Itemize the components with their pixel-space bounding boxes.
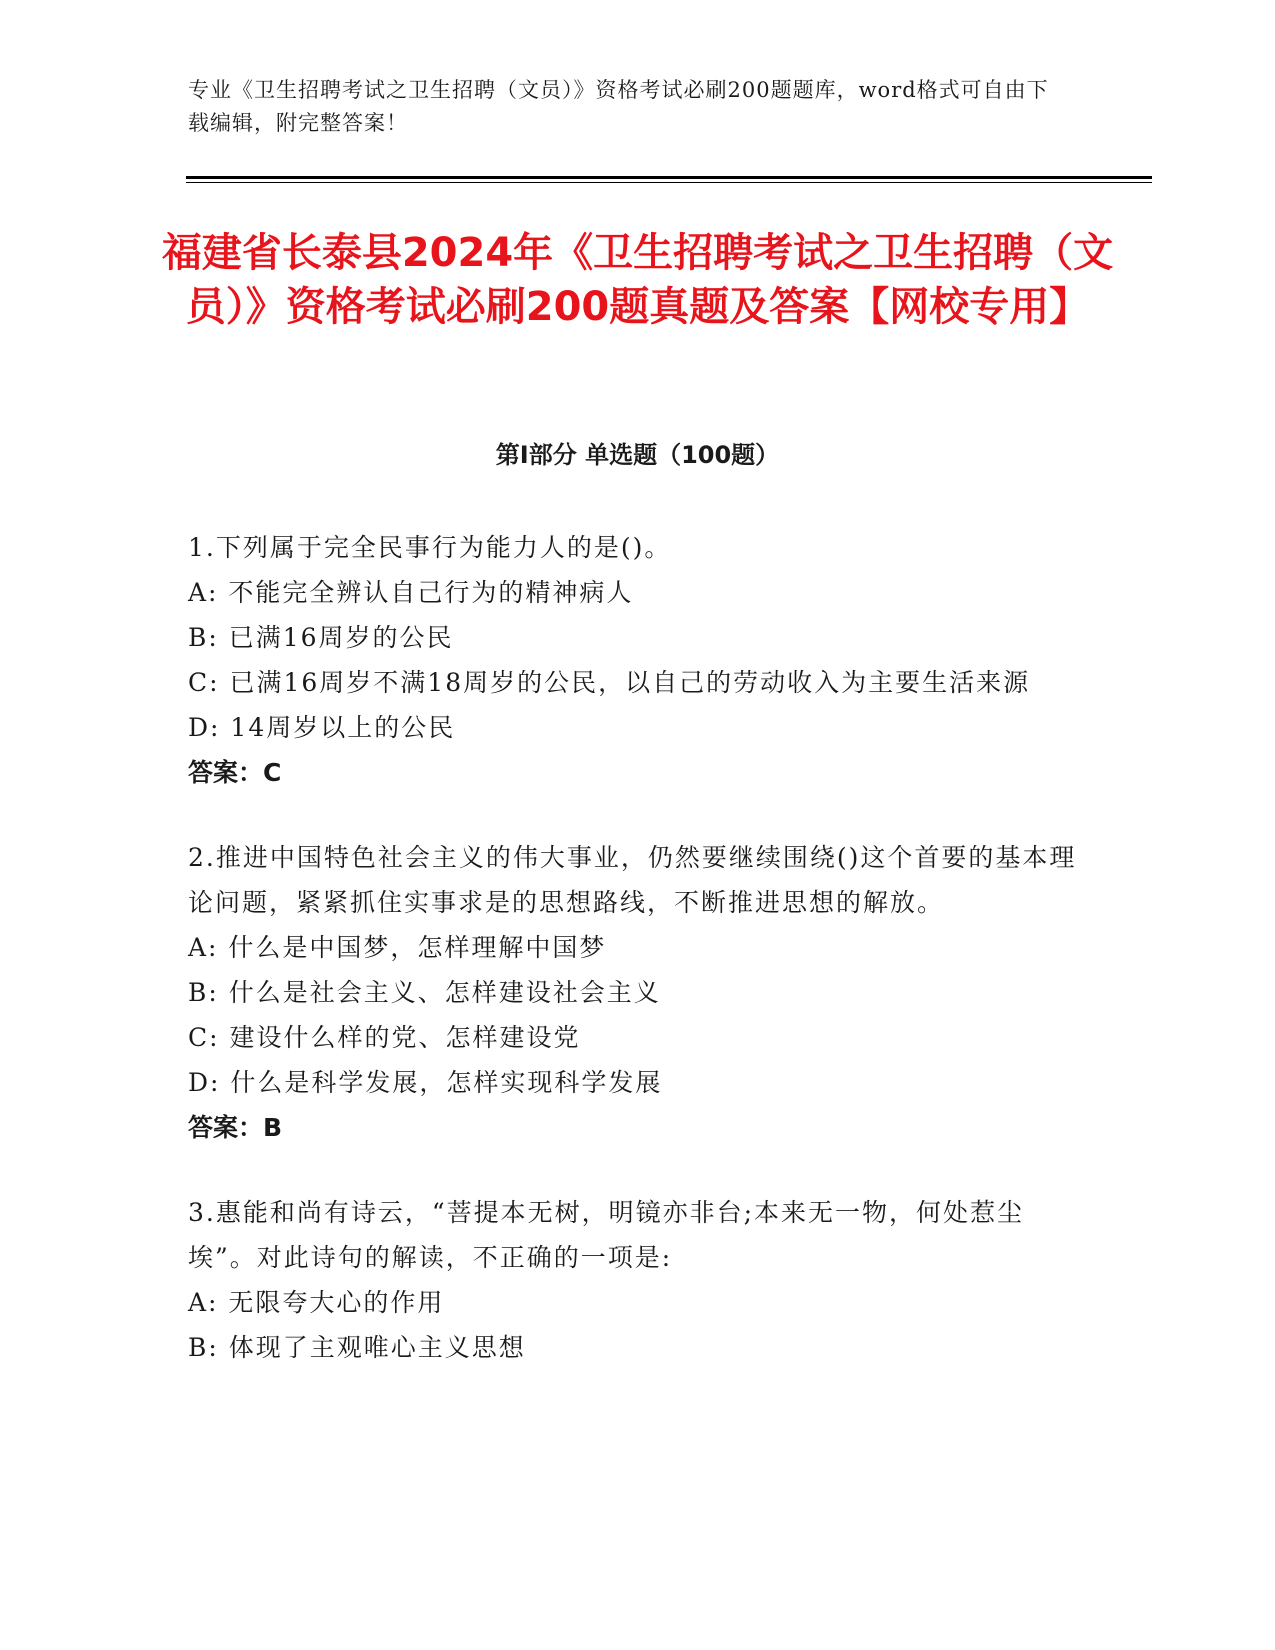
option-a: A: 不能完全辨认自己行为的精神病人 — [188, 578, 634, 607]
option-b: B: 体现了主观唯心主义思想 — [188, 1333, 526, 1362]
section-title: 第Ⅰ部分 单选题（100题） — [495, 441, 780, 469]
answer: 答案：C — [188, 758, 282, 787]
option-b: B: 已满16周岁的公民 — [188, 623, 454, 652]
option-d: D: 14周岁以上的公民 — [188, 713, 456, 742]
header-divider — [186, 176, 1152, 179]
question-3 — [188, 1190, 1078, 1370]
document-title: 福建省长泰县2024年《卫生招聘考试之卫生招聘（文员）》资格考试必刷200题真题及答案【网校专用】 — [161, 230, 1114, 330]
option-b: B: 什么是社会主义、怎样建设社会主义 — [188, 978, 661, 1007]
option-c: C: 已满16周岁不满18周岁的公民，以自己的劳动收入为主要生活来源 — [188, 668, 1031, 697]
question-stem: 3.惠能和尚有诗云，“菩提本无树，明镜亦非台;本来无一物，何处惹尘埃”。对此诗句的解读，不正确的一项是: — [188, 1198, 1025, 1272]
header-note: 专业《卫生招聘考试之卫生招聘（文员）》资格考试必刷200题题库，word格式可自由下载编辑，附完整答案！ — [188, 78, 1049, 135]
header-divider-thin — [186, 182, 1152, 183]
option-c: C: 建设什么样的党、怎样建设党 — [188, 1023, 581, 1052]
option-a: A: 什么是中国梦，怎样理解中国梦 — [188, 933, 607, 962]
question-stem: 2.推进中国特色社会主义的伟大事业，仍然要继续围绕()这个首要的基本理论问题，紧紧抓住实事求是的思想路线，不断推进思想的解放。 — [188, 843, 1077, 917]
question-1 — [188, 525, 1078, 795]
question-list — [188, 525, 1078, 1410]
question-2 — [188, 835, 1078, 1150]
question-stem: 1.下列属于完全民事行为能力人的是()。 — [188, 533, 672, 562]
answer: 答案：B — [188, 1113, 283, 1142]
option-d: D: 什么是科学发展，怎样实现科学发展 — [188, 1068, 663, 1097]
option-a: A: 无限夸大心的作用 — [188, 1288, 445, 1317]
